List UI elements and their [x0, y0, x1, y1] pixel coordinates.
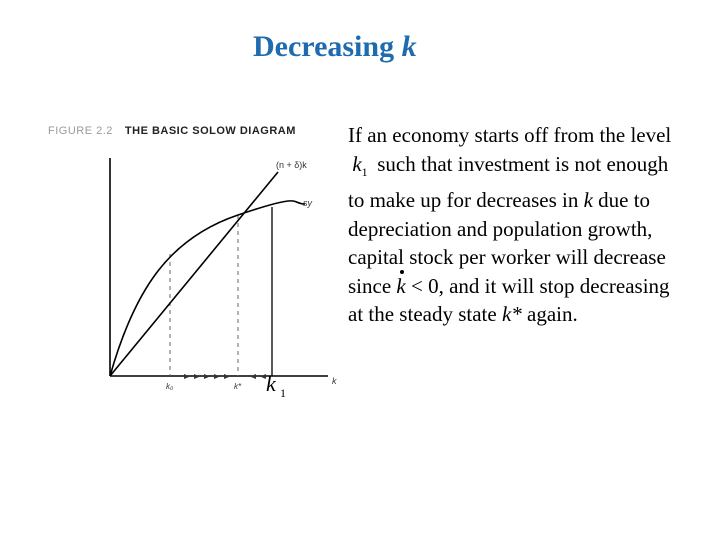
arrow-left-1	[250, 374, 256, 379]
kstar-tick-label: k*	[234, 382, 242, 391]
text-part-2: such that investment is not enough to make up for decreases in	[348, 151, 669, 213]
investment-curve	[110, 201, 305, 376]
k1-label: k	[266, 371, 276, 396]
depreciation-line	[110, 172, 278, 376]
text-part-3: due to depreciation and population growth, capital stock per worker will decrease since	[348, 188, 666, 298]
slide-title-prefix: Decreasing	[253, 30, 402, 63]
k0-tick-label: k₀	[166, 382, 174, 391]
arrow-right-3	[204, 374, 210, 379]
k1-symbol-sub: 1	[361, 164, 368, 179]
k1-symbol	[348, 150, 372, 187]
solow-diagram	[40, 118, 350, 408]
x-axis-label: k	[332, 376, 337, 386]
slide-title-variable: k	[401, 30, 417, 63]
text-part-1: If an economy starts off from the level	[348, 123, 672, 147]
k-variable: k	[583, 188, 593, 213]
inequality: < 0	[405, 273, 439, 298]
k1-symbol-var: k	[352, 151, 362, 176]
figure-title: THE BASIC SOLOW DIAGRAM	[124, 125, 296, 137]
direction-arrows	[184, 374, 266, 379]
solow-diagram-svg	[40, 118, 350, 408]
figure-label: FIGURE 2.2	[48, 125, 113, 137]
text-part-4: , and it will stop decreasing at the steady state	[348, 273, 670, 327]
explanation-text	[348, 121, 688, 329]
slide-title	[253, 30, 417, 64]
arrow-right-4	[214, 374, 220, 379]
text-part-5: again.	[521, 302, 578, 327]
k1-label-subscript: 1	[280, 386, 286, 400]
k-dot-symbol: k	[396, 272, 405, 301]
arrow-right-2	[194, 374, 200, 379]
kstar-variable: k*	[501, 302, 522, 327]
depreciation-line-label: (n + δ)k	[276, 160, 307, 170]
investment-curve-label: sy	[303, 198, 312, 208]
arrow-right-1	[184, 374, 190, 379]
arrow-right-5	[224, 374, 230, 379]
